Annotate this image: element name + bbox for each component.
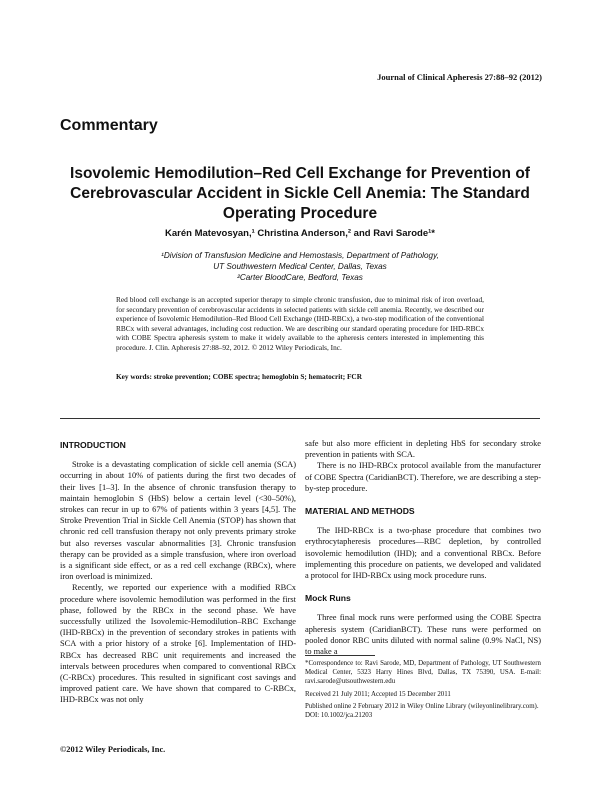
section-label: Commentary [60,117,158,134]
affiliation-line: ¹Division of Transfusion Medicine and Hemostasis, Department of Pathology, [161,251,439,260]
section-heading-methods: MATERIAL AND METHODS [305,506,415,517]
footnotes [305,659,541,723]
body-paragraph: The IHD-RBCx is a two-phase procedure that combines two erythrocytapheresis procedures—RBC depletion, by controlled isovolemic hemodilution (IHD); and a conventional RBCx. Before implementing this procedure on patients, we developed and validated a protocol for IHD-RBCx using mock procedure runs. [305,526,541,581]
received-note: Received 21 July 2011; Accepted 15 December 2011 [305,690,451,698]
keywords: Key words: stroke prevention; COBE spectra; hemoglobin S; hematocrit; FCR [116,372,362,381]
subsection-heading-mock-runs: Mock Runs [305,593,351,604]
left-column [60,438,296,706]
body-paragraph: Recently, we reported our experience with a modified RBCx procedure where isovolemic hemodilution was performed in the first phase, followed by the RBCx in the second phase. We have successfully utilized the Isovolemic-Hemodilution–RBC Exchange (IHD-RBCx) in the prevention of secondary strokes in patients with SCA with a prior history of a stroke [6]. Implementation of IHD-RBCx has decreased RBC unit requirements and increased the intervals between procedures when compared to conventional RBCx (C-RBCx) procedures. This resulted in significant cost savings and improved patient care. We have shown that compared to C-RBCx, IHD-RBCx was not only [60,583,296,705]
journal-header: Journal of Clinical Apheresis 27:88–92 (2012) [377,72,542,82]
correspondence-note: *Correspondence to: Ravi Sarode, MD, Department of Pathology, UT Southwestern Medical Center, 5323 Harry Hines Blvd, Dallas, TX 75390, USA. E-mail: ravi.sarode@utsouthwestern.edu [305,660,541,686]
body-paragraph: There is no IHD-RBCx protocol available from the manufacturer of COBE Spectra (CaridianBCT). Therefore, we are describing a step-by-step procedure. [305,461,541,493]
author-list: Karén Matevosyan,¹ Christina Anderson,² and Ravi Sarode¹* [165,228,435,239]
affiliations [60,250,540,283]
body-paragraph: Stroke is a devastating complication of sickle cell anemia (SCA) occurring in about 10% of patients during the first two decades of their lives [1–3]. In the absence of chronic transfusion therapy to maintain hemoglobin S (HbS) below a certain level (<30–50%), strokes can recur in up to 67% of patients within 3 years [4,5]. The Stroke Prevention Trial in Sickle Cell Anemia (STOP) has shown that chronic red cell transfusion therapy not only prevents primary stroke but also reverses vascular abnormalities [3]. Chronic transfusion therapy can be provided as a simple transfusion, where iron overload is a significant side effect, or as a red cell exchange (RBCx), where iron overload is minimized. [60,460,296,582]
right-column [305,438,541,657]
abstract: Red blood cell exchange is an accepted superior therapy to simple chronic transfusion, due to minimal risk of iron overload, for secondary prevention of cerebrovascular accidents in selected patients with sickle cell anemia. Recently, we described our experience of Isovolemic Hemodilution–Red Blood Cell Exchange (IHD-RBCx), a two-step modification of the conventional RBCx with several advantages, including cost reduction. We are describing our standard operating procedure for IHD-RBCx with COBE Spectra apheresis system to make it widely available to the apheresis centers interested in implementing this procedure. J. Clin. Apheresis 27:88–92, 2012. © 2012 Wiley Periodicals, Inc. [116,295,484,352]
affiliation-line: UT Southwestern Medical Center, Dallas, Texas [213,262,387,271]
section-heading-introduction: INTRODUCTION [60,440,126,450]
published-note: Published online 2 February 2012 in Wiley Online Library (wileyonlinelibrary.com). [305,702,539,710]
section-divider [60,418,540,419]
body-paragraph: safe but also more efficient in depleting HbS for secondary stroke prevention in patients with SCA. [305,439,541,460]
affiliation-line: ²Carter BloodCare, Bedford, Texas [237,273,363,282]
footnote-divider [305,655,375,656]
body-paragraph: Three final mock runs were performed using the COBE Spectra apheresis system (CaridianBCT). These runs were performed on pooled donor RBC units diluted with normal saline (0.9% NaCl, NS) to make a [305,613,541,657]
paper-title: Isovolemic Hemodilution–Red Cell Exchange for Prevention of Cerebrovascular Accident in Sickle Cell Anemia: The Standard Operating Procedure [70,165,530,222]
copyright-notice: ©2012 Wiley Periodicals, Inc. [60,745,166,754]
doi-note: DOI: 10.1002/jca.21203 [305,712,373,720]
